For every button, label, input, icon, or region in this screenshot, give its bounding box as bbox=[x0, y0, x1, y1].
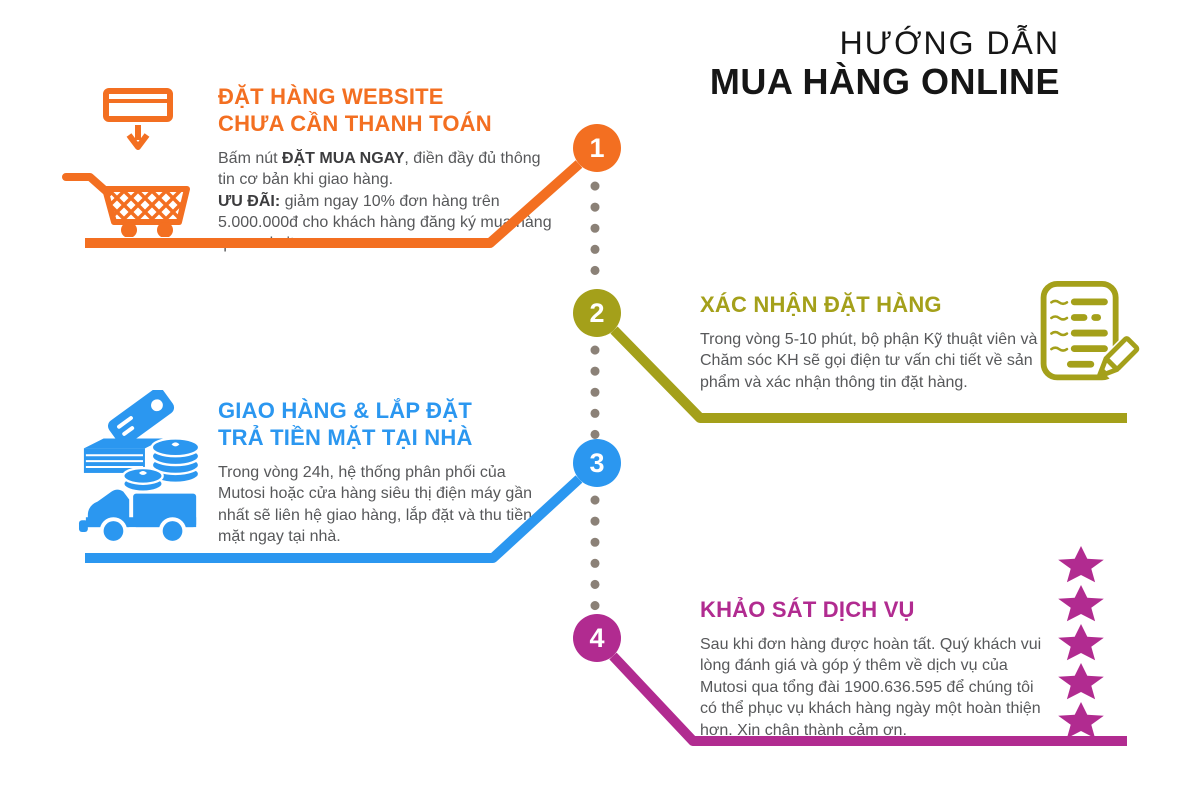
step2-number-badge: 2 bbox=[573, 289, 621, 337]
step1-title-line1: ĐẶT HÀNG WEBSITE bbox=[218, 84, 444, 109]
step3-number-badge: 3 bbox=[573, 439, 621, 487]
step3-body-paragraph: Trong vòng 24h, hệ thống phân phối của Mutosi hoặc cửa hàng siêu thị điện máy gần nhất sẽ liên hệ giao hàng, lắp đặt và thu tiền mặt ngay tại nhà. bbox=[218, 463, 533, 545]
step4-body-paragraph: Sau khi đơn hàng được hoàn tất. Quý khách vui lòng đánh giá và góp ý thêm về dịch vụ của Mutosi qua tổng đài 1900.636.595 để chúng tôi có thể phục vụ khách hàng ngày một hoàn thiện hơn. Xin chân thành cảm ơn. bbox=[700, 635, 1042, 739]
step1-body-paragraph2: ƯU ĐÃI: giảm ngay 10% đơn hàng trên 5.000.000đ cho khách hàng đăng ký mua hàng qua website bbox=[218, 192, 552, 253]
page-title-line2: MUA HÀNG ONLINE bbox=[709, 60, 1060, 102]
step3-connector-line bbox=[85, 479, 579, 558]
step1-connector-line bbox=[85, 164, 579, 243]
step2-body-paragraph: Trong vòng 5-10 phút, bộ phận Kỹ thuật viên và Chăm sóc KH sẽ gọi điện tư vấn chi tiết về sản phẩm và xác nhận thông tin đặt hàng. bbox=[700, 330, 1038, 391]
step4-connector-line bbox=[613, 656, 1127, 741]
step3-title-line2: TRẢ TIỀN MẶT TẠI NHÀ bbox=[218, 424, 473, 450]
step1-number-badge: 1 bbox=[573, 124, 621, 172]
step1-title-line2: CHƯA CẦN THANH TOÁN bbox=[218, 110, 492, 136]
step2-title: XÁC NHẬN ĐẶT HÀNG bbox=[700, 292, 942, 317]
page-title-line1: HƯỚNG DẪN bbox=[839, 25, 1060, 61]
step2-connector-line bbox=[614, 330, 1127, 418]
step3-title-line1: GIAO HÀNG & LẮP ĐẶT bbox=[218, 398, 472, 423]
step1-body-paragraph1: Bấm nút ĐẶT MUA NGAY, điền đầy đủ thông tin cơ bản khi giao hàng. bbox=[218, 149, 541, 189]
step4-number-badge: 4 bbox=[573, 614, 621, 662]
step4-title: KHẢO SÁT DỊCH VỤ bbox=[700, 597, 915, 622]
